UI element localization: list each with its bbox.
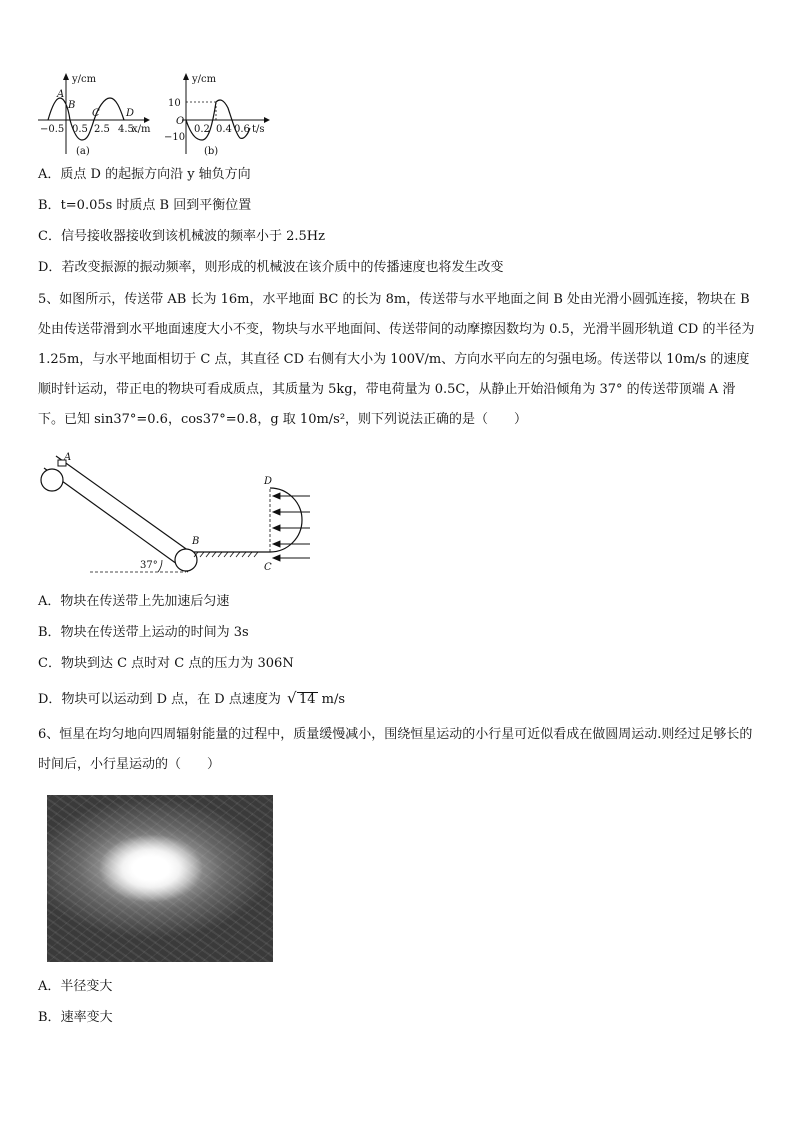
q5-stem: 5、如图所示，传送带 AB 长为 16m，水平地面 BC 的长为 8m，传送带与水平地面之间 B 处由光滑小圆弧连接，物块在 B 处由传送带滑到水平地面速度大小不变，物块与水平地面间、传送带间的动摩擦因数均为 0.5，光滑半圆形轨道 CD 的半径为 1.25m，与水平地面相切于 C 点，其直径 CD 右侧有大小为 100V/m、方向水平向左的匀强电场。传送带以 10m/s 的速度顺时针运动，带正电的物块可看成质点，其质量为 5kg，带电荷量为 0.5C，从静止开始沿倾角为 37° 的传送带顶端 A 滑下。已知 sin37°=0.6，cos37°=0.8，g 取 10m/s²，则下列说法正确的是（ ） — [38, 292, 755, 427]
pulley-bottom — [175, 549, 197, 571]
q5-option-b: B．物块在传送带上运动的时间为 3s — [38, 625, 249, 640]
angle-label: 37° — [140, 560, 158, 571]
fig-a-point-A: A — [57, 89, 65, 100]
fig-a-point-B: B — [68, 100, 76, 111]
fig-a-tick: 4.5 — [118, 124, 134, 135]
fig-b-y-tick: −10 — [164, 132, 186, 143]
fig-a-x-label: x/m — [132, 124, 151, 135]
label-a: A — [64, 452, 72, 463]
q6-option-b: B．速率变大 — [38, 1010, 113, 1025]
fig-b-t-tick: 0.2 — [194, 124, 210, 135]
wave-figures — [36, 72, 276, 164]
q4-option-d: D．若改变振源的振动频率，则形成的机械波在该介质中的传播速度也将发生改变 — [38, 260, 504, 275]
fig-b-t-tick: 0.6 — [234, 124, 250, 135]
fig-b-y-tick: 10 — [168, 98, 181, 109]
fig-b-y-label: y/cm — [192, 74, 217, 85]
figure-a — [38, 73, 151, 157]
fig-a-point-D: D — [126, 108, 135, 119]
q6-option-a: A．半径变大 — [38, 979, 113, 994]
q5-option-a: A．物块在传送带上先加速后匀速 — [38, 594, 230, 609]
fig-a-caption: (a) — [76, 146, 90, 157]
fig-b-caption: (b) — [204, 146, 219, 157]
fig-a-tick: 0.5 — [72, 124, 88, 135]
q4-option-b: B．t=0.05s 时质点 B 回到平衡位置 — [38, 198, 252, 213]
q6-stem: 6、恒星在均匀地向四周辐射能量的过程中，质量缓慢减小，围绕恒星运动的小行星可近似看成在做圆周运动.则经过足够长的时间后，小行星运动的（ ） — [38, 727, 753, 772]
label-d: D — [264, 476, 273, 487]
star-photo — [47, 795, 273, 962]
pulley-top — [41, 469, 63, 491]
q5-option-d: D．物块可以运动到 D 点，在 D 点速度为 √ 14 m/s — [38, 689, 346, 707]
figure-b — [164, 73, 270, 157]
semicircle-track — [270, 488, 302, 552]
fig-a-y-label: y/cm — [72, 74, 97, 85]
fig-b-t-label: t/s — [252, 124, 265, 135]
sqrt-expression: √ 14 — [286, 689, 316, 707]
label-b: B — [192, 536, 200, 547]
q4-option-c: C．信号接收器接收到该机械波的频率小于 2.5Hz — [38, 229, 325, 244]
fig-a-point-C: C — [92, 108, 100, 119]
label-c: C — [264, 562, 272, 573]
fig-b-t-tick: 0.4 — [216, 124, 232, 135]
q4-option-a: A．质点 D 的起振方向沿 y 轴负方向 — [38, 167, 251, 182]
q5-option-c: C．物块到达 C 点时对 C 点的压力为 306N — [38, 656, 294, 671]
conveyor-figure — [36, 452, 316, 580]
fig-a-tick: −0.5 — [40, 124, 65, 135]
fig-a-tick: 2.5 — [94, 124, 110, 135]
fig-b-origin: O — [176, 116, 185, 127]
